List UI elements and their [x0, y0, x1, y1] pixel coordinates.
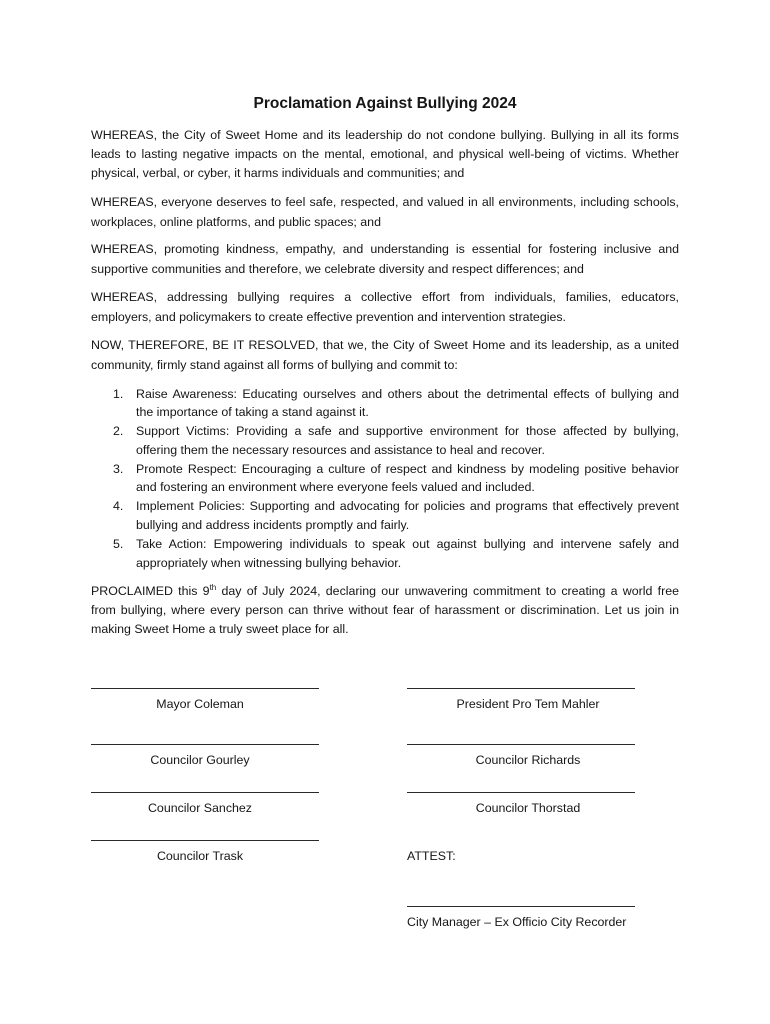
commitment-line: Support Victims: Providing a safe and supportive environment for those affected by bullying,: [136, 424, 679, 439]
paragraph-line: NOW, THEREFORE, BE IT RESOLVED, that we, the City of Sweet Home and its leadership, as a united: [91, 338, 679, 353]
commitment-item: [91, 385, 679, 423]
signature-line: [407, 792, 635, 793]
signature-block-mahler: [407, 688, 635, 714]
commitment-item: [91, 497, 679, 535]
signature-block-thorstad: [407, 792, 635, 818]
commitment-item: [91, 460, 679, 498]
paragraph-line: WHEREAS, the City of Sweet Home and its leadership do not condone bullying. Bullying in all its forms: [91, 127, 679, 142]
resolved-paragraph: [91, 336, 679, 375]
paragraph-line: employers, and policymakers to create effective prevention and intervention strategies.: [91, 309, 567, 324]
paragraph-line: WHEREAS, addressing bullying requires a collective effort from individuals, families, educators,: [91, 290, 679, 305]
signature-block-gourley: [91, 744, 319, 770]
signature-line: [407, 688, 635, 689]
commitment-line: Take Action: Empowering individuals to speak out against bullying and intervene safely and: [136, 536, 679, 551]
commitment-text: [136, 497, 679, 535]
signature-line: [407, 906, 635, 907]
signatory-name: Councilor Trask: [156, 849, 244, 863]
document-title: Proclamation Against Bullying 2024: [253, 95, 517, 112]
list-number: 2.: [113, 424, 124, 439]
commitment-line: and fostering an environment where everyone feels valued and included.: [136, 480, 535, 495]
commitment-line: Raise Awareness: Educating ourselves and others about the detrimental effects of bullying and: [136, 386, 679, 401]
commitment-item: [91, 535, 679, 573]
commitment-item: [91, 422, 679, 460]
whereas-paragraph-2: [91, 193, 679, 232]
attest-signatory-title: City Manager – Ex Officio City Recorder: [407, 915, 627, 929]
proclaimed-line-end: day of July 2024, declaring our unwavering commitment to creating a world free: [216, 583, 679, 598]
signature-block-sanchez: [91, 792, 319, 818]
whereas-paragraph-4: [91, 288, 679, 327]
proclaimed-line-start: PROCLAIMED this 9: [91, 583, 210, 598]
signature-line: [91, 840, 319, 841]
commitment-text: [136, 422, 679, 460]
signature-line: [91, 744, 319, 745]
commitment-line: offering them the necessary resources and assistance to heal and recover.: [136, 442, 545, 457]
paragraph-line: workplaces, online platforms, and public spaces; and: [91, 214, 381, 229]
proclaimed-paragraph: [91, 582, 679, 640]
signature-line: [91, 792, 319, 793]
paragraph-line: [91, 582, 679, 601]
signature-block-trask: [91, 840, 319, 866]
list-number: 5.: [113, 536, 124, 551]
paragraph-line: leads to lasting negative impacts on the mental, emotional, and physical well-being of victims. Whether: [91, 146, 679, 161]
attest-label: ATTEST:: [407, 849, 456, 863]
signature-line: [407, 744, 635, 745]
paragraph-line: supportive communities and therefore, we celebrate diversity and respect differences; and: [91, 261, 584, 276]
whereas-paragraph-1: [91, 126, 679, 184]
signatory-name: President Pro Tem Mahler: [456, 697, 600, 711]
commitment-line: Implement Policies: Supporting and advocating for policies and programs that effectively prevent: [136, 499, 679, 514]
commitment-text: [136, 385, 679, 423]
signatory-name: Mayor Coleman: [156, 697, 244, 711]
commitment-list: [91, 385, 679, 573]
signatory-name: Councilor Sanchez: [147, 801, 252, 815]
commitment-line: the importance of taking a stand against it.: [136, 405, 369, 420]
paragraph-line: physical, verbal, or cyber, it harms individuals and communities; and: [91, 166, 465, 181]
commitment-line: Promote Respect: Encouraging a culture of respect and kindness by modeling positive behavior: [136, 461, 679, 476]
paragraph-line: community, firmly stand against all forms of bullying and commit to:: [91, 357, 458, 372]
paragraph-line: WHEREAS, everyone deserves to feel safe, respected, and valued in all environments, including schools,: [91, 195, 679, 210]
signatory-name: Councilor Gourley: [150, 753, 250, 767]
list-number: 1.: [113, 386, 124, 401]
signature-block-mayor: [91, 688, 319, 714]
commitment-text: [136, 535, 679, 573]
whereas-paragraph-3: [91, 240, 679, 279]
signature-block-richards: [407, 744, 635, 770]
list-number: 3.: [113, 461, 124, 476]
commitment-line: bullying and address incidents promptly and fairly.: [136, 518, 410, 533]
commitment-text: [136, 460, 679, 498]
commitment-line: appropriately when witnessing bullying behavior.: [136, 555, 402, 570]
signatory-name: Councilor Thorstad: [475, 801, 581, 815]
list-number: 4.: [113, 499, 124, 514]
paragraph-line: from bullying, where every person can thrive without fear of harassment or discrimination. Let us join in: [91, 602, 679, 617]
paragraph-line: making Sweet Home a truly sweet place for all.: [91, 622, 349, 637]
ordinal-superscript: th: [209, 582, 217, 592]
signature-line: [91, 688, 319, 689]
paragraph-line: WHEREAS, promoting kindness, empathy, and understanding is essential for fostering inclusive and: [91, 242, 679, 257]
signatory-name: Councilor Richards: [475, 753, 581, 767]
